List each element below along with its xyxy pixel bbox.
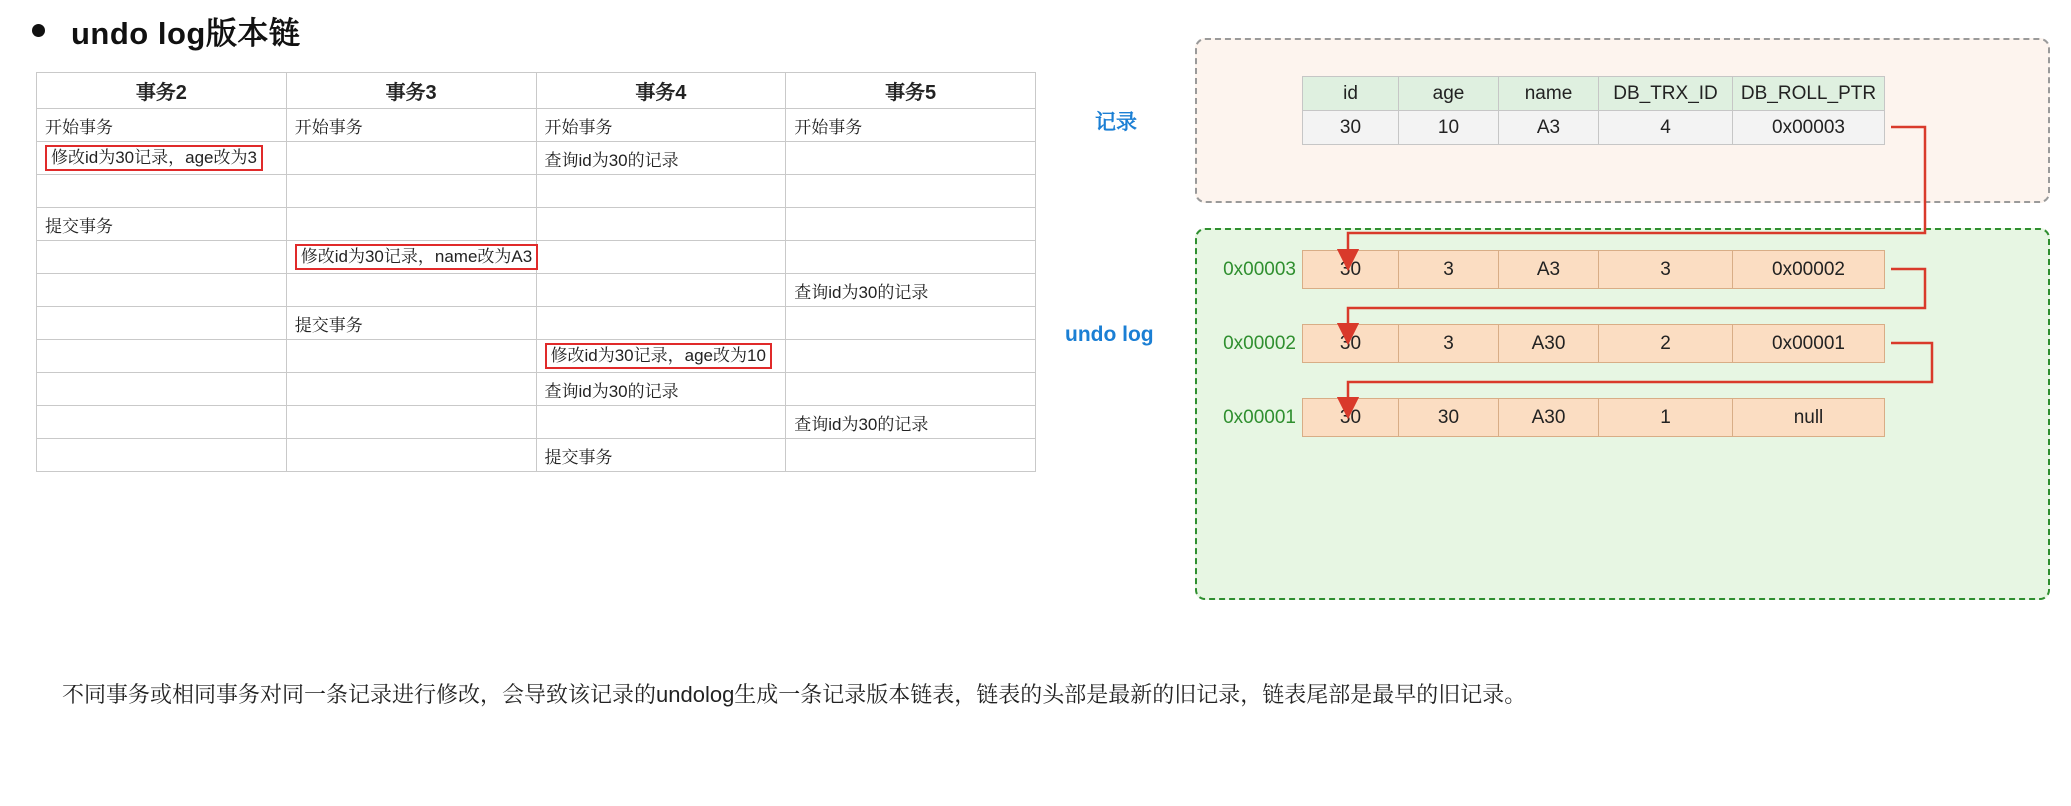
- undo-entry-table: [1302, 324, 1885, 363]
- undo-entry-address: 0x00003: [1223, 258, 1296, 280]
- table-cell: [37, 274, 287, 307]
- undo-cell: 3: [1399, 251, 1499, 289]
- cell-text-boxed: 修改id为30记录，name改为A3: [295, 244, 538, 271]
- table-cell: [37, 109, 287, 142]
- table-cell: [536, 406, 786, 439]
- undo-cell: 3: [1599, 251, 1733, 289]
- undo-entry-address: 0x00001: [1223, 406, 1296, 428]
- table-cell: [786, 208, 1036, 241]
- record-col-id: id: [1303, 77, 1399, 111]
- cell-text-boxed: 修改id为30记录，age改为3: [45, 145, 263, 172]
- undo-cell: A30: [1499, 399, 1599, 437]
- cell-text: 开始事务: [294, 117, 363, 137]
- cell-text: 查询id为30的记录: [544, 150, 679, 170]
- undo-cell: 30: [1303, 251, 1399, 289]
- table-cell: [786, 406, 1036, 439]
- undo-cell: 30: [1303, 325, 1399, 363]
- table-cell: [286, 142, 536, 175]
- table-cell: [37, 373, 287, 406]
- table-cell: [536, 307, 786, 340]
- record-cell: 10: [1399, 111, 1499, 145]
- table-cell: [286, 274, 536, 307]
- table-cell: [786, 142, 1036, 175]
- table-cell-highlighted: [286, 241, 536, 274]
- column-header-txn3: 事务3: [286, 73, 536, 109]
- record-header-row: [1303, 77, 1885, 111]
- undo-log-label: undo log: [1065, 323, 1154, 346]
- table-cell: [786, 307, 1036, 340]
- record-col-db-trx-id: DB_TRX_ID: [1599, 77, 1733, 111]
- table-cell: [786, 373, 1036, 406]
- table-row: [37, 340, 1036, 373]
- table-cell: [786, 439, 1036, 472]
- undo-cell: 0x00001: [1733, 325, 1885, 363]
- table-row: [37, 274, 1036, 307]
- undo-log-entry: [1223, 250, 1885, 289]
- record-col-age: age: [1399, 77, 1499, 111]
- undo-cell: 3: [1399, 325, 1499, 363]
- transaction-table: [36, 72, 1036, 472]
- table-cell: [37, 307, 287, 340]
- cell-text: 提交事务: [45, 216, 113, 236]
- description-paragraph: 不同事务或相同事务对同一条记录进行修改，会导致该记录的undolog生成一条记录版本链表，链表的头部是最新的旧记录，链表尾部是最早的旧记录。: [62, 682, 1527, 707]
- undo-entry-row: [1303, 251, 1885, 289]
- cell-text: 开始事务: [45, 117, 113, 137]
- cell-text: 提交事务: [544, 447, 613, 467]
- table-cell: [536, 208, 786, 241]
- cell-text: 开始事务: [794, 117, 863, 137]
- table-cell: [37, 340, 287, 373]
- table-row: [37, 406, 1036, 439]
- table-cell: [286, 439, 536, 472]
- table-cell: [37, 175, 287, 208]
- undo-cell: A30: [1499, 325, 1599, 363]
- table-cell: [786, 340, 1036, 373]
- table-cell: [536, 274, 786, 307]
- table-cell: [536, 109, 786, 142]
- undo-entry-row: [1303, 325, 1885, 363]
- record-data-row: [1303, 111, 1885, 145]
- table-header-row: [37, 73, 1036, 109]
- table-cell: [786, 241, 1036, 274]
- page-title: [32, 8, 300, 53]
- bullet-icon: [32, 24, 45, 37]
- table-cell: [536, 373, 786, 406]
- column-header-txn4: 事务4: [536, 73, 786, 109]
- undo-entry-table: [1302, 398, 1885, 437]
- table-cell: [536, 175, 786, 208]
- undo-log-version-chain-diagram: [1065, 28, 2050, 628]
- page-title-text: undo log版本链: [71, 16, 301, 51]
- table-row: [37, 307, 1036, 340]
- cell-text: 提交事务: [294, 315, 363, 335]
- table-cell: [37, 406, 287, 439]
- table-cell: [536, 241, 786, 274]
- undo-cell: null: [1733, 399, 1885, 437]
- undo-cell: A3: [1499, 251, 1599, 289]
- record-cell: 4: [1599, 111, 1733, 145]
- table-cell: [786, 109, 1036, 142]
- undo-cell: 1: [1599, 399, 1733, 437]
- table-cell: [536, 439, 786, 472]
- table-cell: [786, 175, 1036, 208]
- table-cell: [536, 142, 786, 175]
- cell-text: 查询id为30的记录: [794, 414, 929, 434]
- undo-log-entry: [1223, 324, 1885, 363]
- column-header-txn2: 事务2: [37, 73, 287, 109]
- undo-log-entry: [1223, 398, 1885, 437]
- table-cell: [786, 274, 1036, 307]
- table-cell: [286, 109, 536, 142]
- table-cell: [37, 241, 287, 274]
- table-row: [37, 109, 1036, 142]
- table-cell: [286, 208, 536, 241]
- table-cell: [286, 373, 536, 406]
- cell-text: 查询id为30的记录: [794, 282, 929, 302]
- record-cell: 30: [1303, 111, 1399, 145]
- table-cell: [286, 406, 536, 439]
- table-cell: [286, 307, 536, 340]
- table-row: [37, 241, 1036, 274]
- undo-cell: 0x00002: [1733, 251, 1885, 289]
- table-row: [37, 208, 1036, 241]
- table-cell: [286, 175, 536, 208]
- transaction-table-wrapper: [36, 72, 1036, 472]
- record-label: 记录: [1095, 111, 1137, 134]
- column-header-txn5: 事务5: [786, 73, 1036, 109]
- table-cell: [37, 439, 287, 472]
- record-cell: 0x00003: [1733, 111, 1885, 145]
- undo-cell: 30: [1303, 399, 1399, 437]
- undo-cell: 2: [1599, 325, 1733, 363]
- table-cell: [37, 208, 287, 241]
- table-row: [37, 142, 1036, 175]
- undo-entry-address: 0x00002: [1223, 332, 1296, 354]
- table-cell-highlighted: [536, 340, 786, 373]
- undo-entry-table: [1302, 250, 1885, 289]
- cell-text-boxed: 修改id为30记录，age改为10: [545, 343, 772, 370]
- record-cell: A3: [1499, 111, 1599, 145]
- table-cell-highlighted: [37, 142, 287, 175]
- record-col-db-roll-ptr: DB_ROLL_PTR: [1733, 77, 1885, 111]
- table-cell: [286, 340, 536, 373]
- undo-cell: 30: [1399, 399, 1499, 437]
- cell-text: 查询id为30的记录: [544, 381, 679, 401]
- record-table: [1302, 76, 1885, 145]
- undo-entry-row: [1303, 399, 1885, 437]
- table-row: [37, 373, 1036, 406]
- table-row: [37, 175, 1036, 208]
- table-row: [37, 439, 1036, 472]
- record-col-name: name: [1499, 77, 1599, 111]
- cell-text: 开始事务: [544, 117, 613, 137]
